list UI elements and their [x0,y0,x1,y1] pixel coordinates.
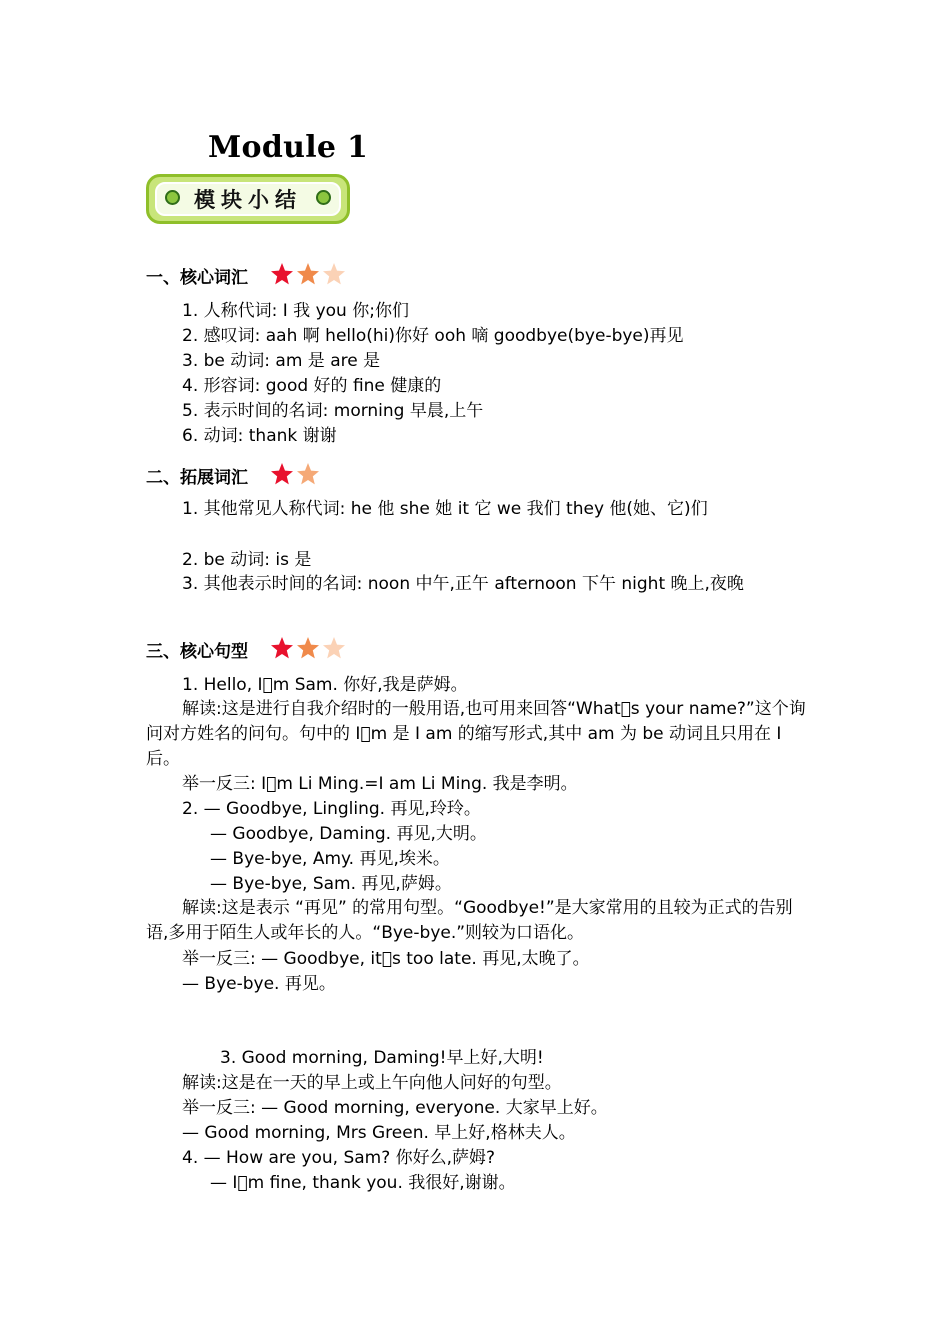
list-item: 5. 表示时间的名词: morning 早晨,上午 [182,401,484,421]
star-icon [270,462,294,486]
dialogue-line: — Bye-bye, Sam. 再见,萨姆。 [210,874,452,894]
example: 举一反三: — Goodbye, it s too late. 再见,太晚了。 [182,949,590,969]
section-heading-core-sentences: 三、核心句型 [146,636,342,665]
list-item: 2. be 动词: is 是 [182,550,312,570]
star-half-icon [322,262,346,286]
dialogue-line: 4. — How are you, Sam? 你好么,萨姆? [182,1148,496,1168]
example: 举一反三: I m Li Ming.=I am Li Ming. 我是李明。 [182,774,578,794]
badge-label: 模块小结 [194,188,302,212]
badge-dot-icon [316,190,331,205]
section-heading-ext-vocab: 二、拓展词汇 [146,462,316,491]
star-half-icon [322,636,346,660]
dialogue-line: 2. — Goodbye, Lingling. 再见,玲玲。 [182,799,481,819]
star-icon [296,636,320,660]
example: 举一反三: — Good morning, everyone. 大家早上好。 [182,1098,608,1118]
page-title: Module 1 [208,130,369,165]
explanation: 解读:这是进行自我介绍时的一般用语,也可用来回答“What s your name?”这个询问对方姓名的问句。句中的 I m 是 I am 的缩写形式,其中 am 为 be 动词且只用在 I 后。 [146,699,806,769]
sentence: 3. Good morning, Daming!早上好,大明! [220,1048,544,1068]
dialogue-line: — Bye-bye, Amy. 再见,埃米。 [210,849,450,869]
dialogue-line: — Goodbye, Daming. 再见,大明。 [210,824,487,844]
paragraph: 3. 其他表示时间的名词: noon 中午,正午 afternoon 下午 night 晚上,夜晚 [182,574,744,594]
example: — Good morning, Mrs Green. 早上好,格林夫人。 [182,1123,576,1143]
paragraph: 1. 其他常见人称代词: he 他 she 她 it 它 we 我们 they 他(她、它)们 [182,499,708,519]
badge-dot-icon [165,190,180,205]
star-icon [296,262,320,286]
section-badge [146,174,350,224]
list-item: 2. 感叹词: aah 啊 hello(hi)你好 ooh 嘀 goodbye(bye-bye)再见 [182,326,684,346]
section-heading-core-vocab: 一、核心词汇 [146,262,342,291]
dialogue-line: — I m fine, thank you. 我很好,谢谢。 [210,1173,516,1193]
example: — Bye-bye. 再见。 [182,974,336,994]
star-icon [270,262,294,286]
star-half-icon [296,462,320,486]
list-item: 3. be 动词: am 是 are 是 [182,351,381,371]
explanation: 解读:这是表示 “再见” 的常用句型。“Goodbye!”是大家常用的且较为正式的告别语,多用于陌生人或年长的人。“Bye-bye.”则较为口语化。 [146,898,793,943]
list-item: 6. 动词: thank 谢谢 [182,426,337,446]
star-icon [270,636,294,660]
explanation: 解读:这是在一天的早上或上午向他人问好的句型。 [182,1073,562,1093]
sentence: 1. Hello, I m Sam. 你好,我是萨姆。 [182,675,468,695]
rating-stars-icon [270,636,342,665]
list-item: 4. 形容词: good 好的 fine 健康的 [182,376,442,396]
rating-stars-icon [270,262,342,291]
rating-stars-icon [270,462,316,491]
list-item: 1. 人称代词: I 我 you 你;你们 [182,301,409,321]
